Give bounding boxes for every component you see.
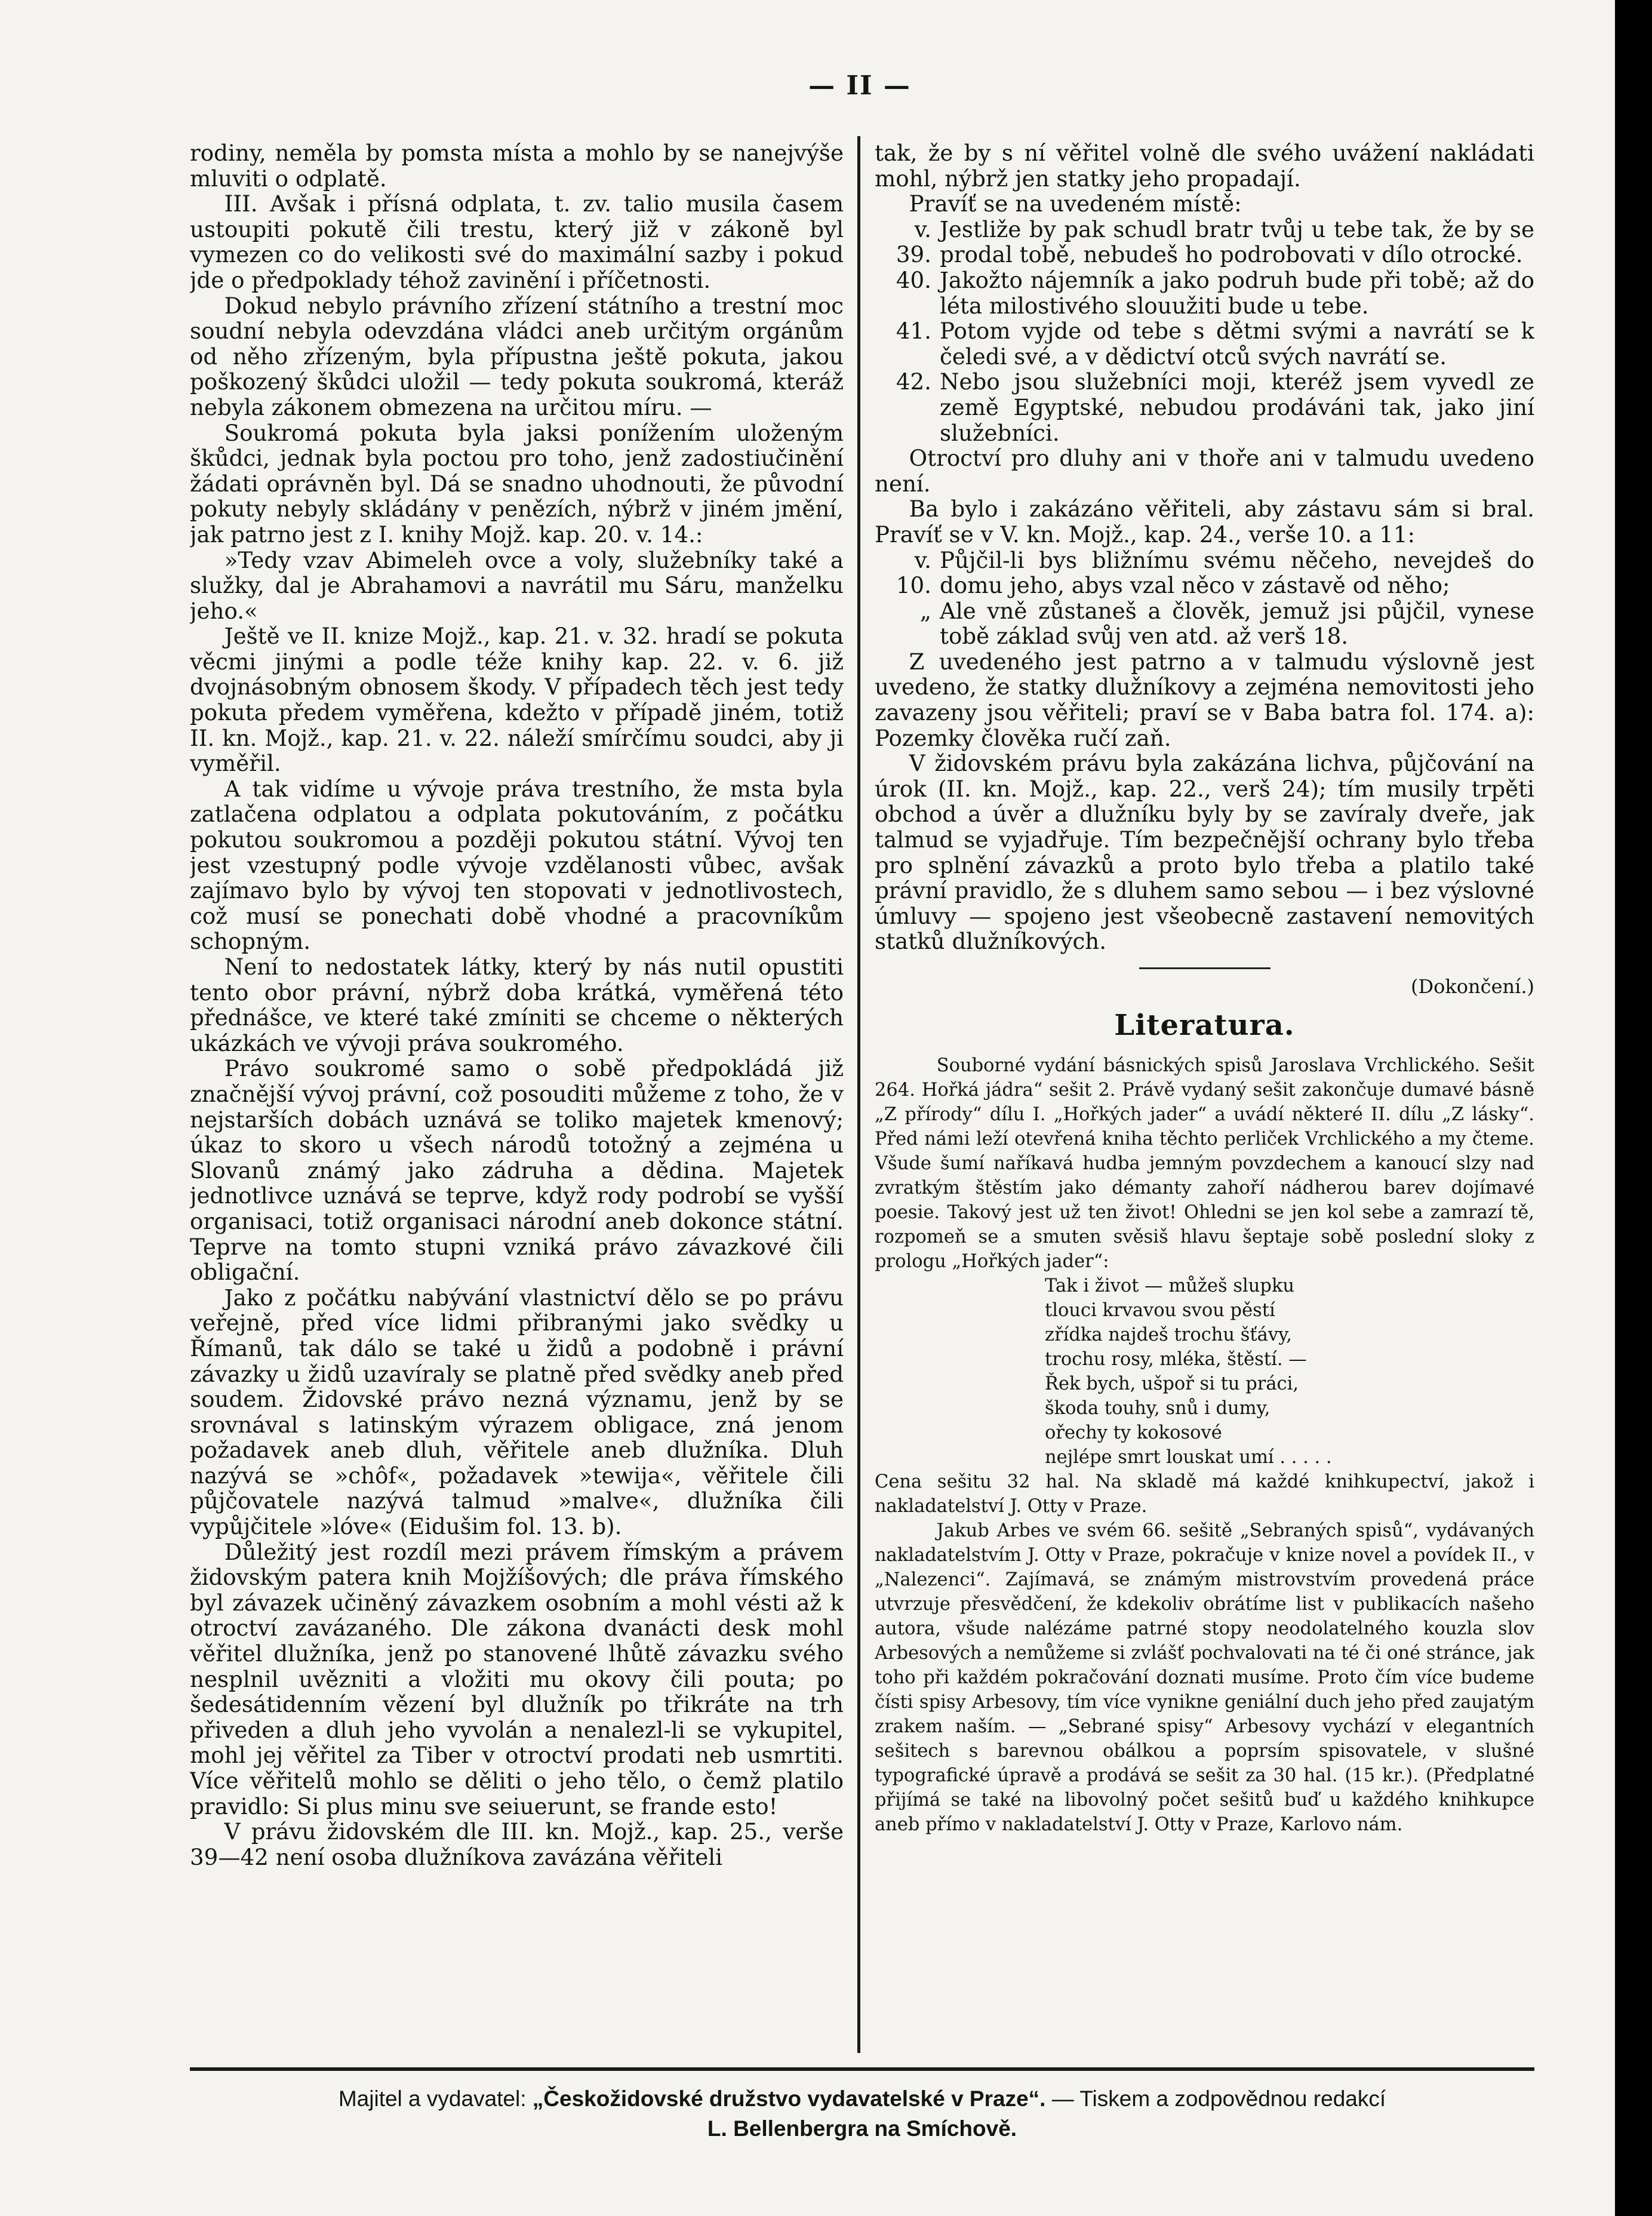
paragraph: Soukromá pokuta byla jaksi ponížením uloženým škůdci, jednak byla poctou pro toho, jenž zadostiučinění žádati oprávněn byl. Dá se snadno uhodnouti, že původní pokuty nebyly skládány v penězích, nýbrž v jiném jmění, jak patrno jest z I. knihy Mojž. kap. 20. v. 14.: <box>190 419 844 548</box>
printer-label: — Tiskem a zodpovědnou redakcí <box>1051 2086 1386 2111</box>
verse-text: Jakožto nájemník a jako podruh bude při tobě; až do léta milostivého slouužiti bude u tebe. <box>940 266 1534 319</box>
right-column <box>875 140 1534 2054</box>
imprint-line-1 <box>190 2084 1534 2114</box>
review-paragraph: Cena sešitu 32 hal. Na skladě má každé knihkupectví, jakož i nakladatelství J. Otty v Praze. <box>875 1471 1534 1517</box>
poem-line: Tak i život — můžeš slupku <box>1045 1275 1295 1297</box>
section-divider <box>1139 967 1270 969</box>
footer-rule <box>190 2067 1534 2071</box>
paragraph: tak, že by s ní věřitel volně dle svého uvážení nakládati mohl, nýbrž jen statky jeho propadají. <box>875 140 1534 192</box>
verse-text: Potom vyjde od tebe s dětmi svými a navrátí se k čeledi své, a v dědictví otců svých navrátí se. <box>940 318 1534 370</box>
quotation: »Tedy vzav Abimeleh ovce a voly, služebníky také a služky, dal je Abrahamovi a navrátil mu Sáru, manželku jeho.« <box>190 546 844 624</box>
poem-line: škoda touhy, snů i dumy, <box>1045 1398 1270 1419</box>
verse-number: 41. <box>896 318 931 345</box>
poem-line: nejlépe smrt louskat umí . . . . . <box>1045 1447 1332 1468</box>
left-column <box>190 140 844 2054</box>
verse-number: „ <box>919 597 931 624</box>
column-divider <box>857 136 860 2053</box>
paragraph: Pravíť se na uvedeném místě: <box>909 190 1242 217</box>
paragraph: Ještě ve II. knize Mojž., kap. 21. v. 32. hradí se pokuta věcmi jinými a podle téže knihy kap. 22. v. 6. již dvojnásobným obnosem škody. V případech těch jest tedy pokuta předem vyměřena, kdežto v případě jiném, totiž II. kn. Mojž., kap. 21. v. 22. náleží smírčímu soudci, aby ji vyměřil. <box>190 623 844 777</box>
page-number: — II — <box>808 70 911 101</box>
verse-number: v. 39. <box>896 216 931 268</box>
verse <box>875 268 1534 318</box>
paragraph: rodiny, neměla by pomsta místa a mohlo by se nanejvýše mluviti o odplatě. <box>190 140 844 192</box>
verse <box>875 548 1534 598</box>
verse-number: 42. <box>896 368 931 395</box>
paragraph: Důležitý jest rozdíl mezi právem římským a právem židovským patera knih Mojžíšových; dle práva římského byl závazek učiněný závazkem osobním a mohl vésti až k otroctví zavázaného. Dle zákona dvanácti desk mohl věřitel dlužníka, jenž po stanovené lhůtě závazku svého nesplnil uvězniti a vložiti mu okovy čili pouta; po šedesátidenním vězení byl dlužník po třikráte na trh přiveden a dluh jeho vyvolán a nenalezl-li se vykupitel, mohl jej věřitel za Tiber v otroctví prodati neb usmrtiti. Více věřitelů mohlo se děliti o jeho tělo, o čemž platilo pravidlo: Si plus minu sve seiuerunt, se frande esto! <box>190 1538 844 1819</box>
verse-number: 40. <box>896 266 931 293</box>
paragraph: Není to nedostatek látky, který by nás nutil opustiti tento obor právní, nýbrž doba krátká, vyměřená této přednášce, ve které také zmíniti se chceme o některých ukázkách ve vývoji práva soukromého. <box>190 954 844 1056</box>
poem-line: trochu rosy, mléka, štěstí. — <box>1045 1349 1307 1370</box>
paragraph: A tak vidíme u vývoje práva trestního, že msta byla zatlačena odplatou a odplata pokutováním, z počátku pokutou soukromou a později pokutou státní. Vývoj ten jest vzestupný podle vývoje vzdělanosti vůbec, avšak zajímavo bylo by vývoj ten stopovati v jednotlivostech, což musí se ponechati době vhodné a pracovníkům schopným. <box>190 775 844 955</box>
section-heading: Literatura. <box>1114 1008 1295 1042</box>
imprint-line-2 <box>190 2114 1534 2144</box>
verse <box>875 318 1534 369</box>
verse <box>875 598 1534 649</box>
literature-section <box>875 1053 1534 1837</box>
paragraph: Dokud nebylo právního zřízení státního a trestní moc soudní nebyla odevzdána vládci aneb určitým orgánům od něho zřízeným, byla přípustna ještě pokuta, jakou poškozený škůdci uložil — tedy pokuta soukromá, kteráž nebyla zákonem obmezena na určitou míru. — <box>190 292 844 420</box>
paragraph: Ba bylo i zakázáno věřiteli, aby zástavu sám si bral. Pravíť se v V. kn. Mojž., kap. 24., verše 10. a 11: <box>875 496 1534 548</box>
verse <box>875 369 1534 445</box>
poem-line: zřídka najdeš trochu šťávy, <box>1045 1324 1292 1346</box>
review-paragraph: Jakub Arbes ve svém 66. sešitě „Sebraných spisů“, vydávaných nakladatelstvím J. Otty v Praze, pokračuje v knize novel a povídek II., v „Nalezenci“. Zajímavá, se známým mistrovstvím provedená práce utvrzuje přesvědčení, že kdekoliv obrátíme list v publikacích našeho autora, všude nalézáme patrné stopy neodolatelného kouzla slov Arbesových a nemůžeme si zvlášť pochvalovati na té či oné stránce, jak toho při každém pokračování doznati musíme. Proto čím více budeme čísti spisy Arbesovy, tím více vynikne geniální duch jeho před zaujatým zrakem naším. — „Sebrané spisy“ Arbesovy vychází v elegantních sešitech s barevnou obálkou a poprsím spisovatele, v slušné typografické úpravě a prodává se sešit za 30 hal. (15 kr.). (Předplatné přijímá se také na libovolný počet sešitů buď u každého knihkupce aneb přímo v nakladatelství J. Otty v Praze, Karlovo nám. <box>875 1520 1534 1836</box>
printer-name: L. Bellenbergra na Smíchově. <box>707 2116 1017 2141</box>
imprint-footer <box>190 2084 1534 2144</box>
paragraph: V právu židovském dle III. kn. Mojž., kap. 25., verše 39—42 není osoba dlužníkova zavázána věřiteli <box>190 1818 844 1870</box>
poem-line: tlouci krvavou svou pěstí <box>1045 1300 1275 1321</box>
paragraph: III. Avšak i přísná odplata, t. zv. talio musila časem ustoupiti pokutě čili trestu, který již v zákoně byl vymezen co do velikosti své do maximální sazby i pokud jde o předpoklady téhož zavinění i příčetnosti. <box>190 190 844 293</box>
review-paragraph: Souborné vydání básnických spisů Jaroslava Vrchlického. Sešit 264. Hořká jádra“ sešit 2. Právě vydaný sešit zakončuje dumavé básně „Z přírody“ dílu I. „Hořkých jader“ a uvádí některé II. dílu „Z lásky“. Před námi leží otevřená kniha těchto perliček Vrchlického a my čteme. Všude šumí naříkavá hudba jemným povzdechem a kanoucí slzy nad zvratkým štěstím jako démanty zahoří nádherou barev dojímavé poesie. Takový jest už ten život! Ohledni se jen kol sebe a zamrazí tě, rozpomeň se a smuten svěsiš hlavu šeptaje sobě poslední sloky z prologu „Hořkých jader“: <box>875 1055 1534 1273</box>
verse-text: Ale vně zůstaneš a člověk, jemuž jsi půjčil, vynese tobě základ svůj ven atd. až verš 18. <box>940 597 1534 650</box>
verse-text: Jestliže by pak schudl bratr tvůj u tebe tak, že by se prodal tobě, nebudeš ho podrobovati v dílo otrocké. <box>940 216 1534 268</box>
paragraph: Právo soukromé samo o sobě předpokládá již značnější vývoj právní, což posouditi můžeme z toho, že v nejstarších dobách uznává se toliko majetek kmenový; úkaz to skoro u všech národů totožný a zejména u Slovanů známý jako zádruha a dědina. Majetek jednotlivce uznává se teprve, když rody podrobí se vyšší organisaci, totiž organisaci národní aneb dokonce státní. Teprve na tomto stupni vzniká právo závazkové čili obligační. <box>190 1055 844 1286</box>
to-be-concluded-note: (Dokončení.) <box>1410 975 1534 998</box>
paragraph: Otroctví pro dluhy ani v thoře ani v talmudu uvedeno není. <box>875 445 1534 497</box>
paragraph: V židovském právu byla zakázána lichva, půjčování na úrok (II. kn. Mojž., kap. 22., verš 24); tím musily trpěti obchod a úvěr a dlužníku byly by se zavíraly dveře, jak talmud se vyjadřuje. Tím bezpečnější ochrany bylo třeba pro splnění závazků a proto bylo třeba a platilo také právní pravidlo, že s dluhem samo sebou — i bez výslovné úmluvy — spojeno jest všeobecně zastavení nemovitých statků dlužníkových. <box>875 750 1534 955</box>
scan-border <box>1615 0 1652 2216</box>
paragraph: Jako z počátku nabývání vlastnictví dělo se po právu veřejně, před více lidmi přibranými jako svědky u Římanů, tak dálo se také u židů a podobně i právní závazky u židů uzavíraly se platně před svědky aneb před soudem. Židovské právo nezná významu, jenž by se srovnával s latinským výrazem obligace, zná jenom požadavek aneb dluh, věřitele aneb dlužníka. Dluh nazývá se »chôf«, požadavek »tewija«, věřitele čili půjčovatele nazývá talmud »malve«, dlužníka čili vypůjčitele »lóve« (Eidušim fol. 13. b). <box>190 1284 844 1540</box>
publisher-label: Majitel a vydavatel: <box>338 2086 527 2111</box>
verse-text: Půjčil-li bys bližnímu svému něčeho, nevejdeš do domu jeho, abys vzal něco v zástavě od něho; <box>940 546 1534 599</box>
poem-line: Řek bych, ušpoř si tu práci, <box>1045 1373 1299 1395</box>
verse <box>875 217 1534 268</box>
verse-number: v. 10. <box>896 546 931 599</box>
verse-text: Nebo jsou služebníci moji, kteréž jsem vyvedl ze země Egyptské, nebudou prodáváni tak, jako jiní služebníci. <box>940 368 1534 446</box>
poem-line: ořechy ty kokosové <box>1045 1422 1222 1444</box>
publisher-name: „Českožidovské družstvo vydavatelské v Praze“. <box>532 2086 1046 2111</box>
poem-quote <box>875 1274 1534 1470</box>
paragraph: Z uvedeného jest patrno a v talmudu výslovně jest uvedeno, že statky dlužníkovy a zejména nemovitosti jeho zavazeny jsou věřiteli; praví se v Baba batra fol. 174. a): Pozemky člověka ručí zaň. <box>875 648 1534 751</box>
